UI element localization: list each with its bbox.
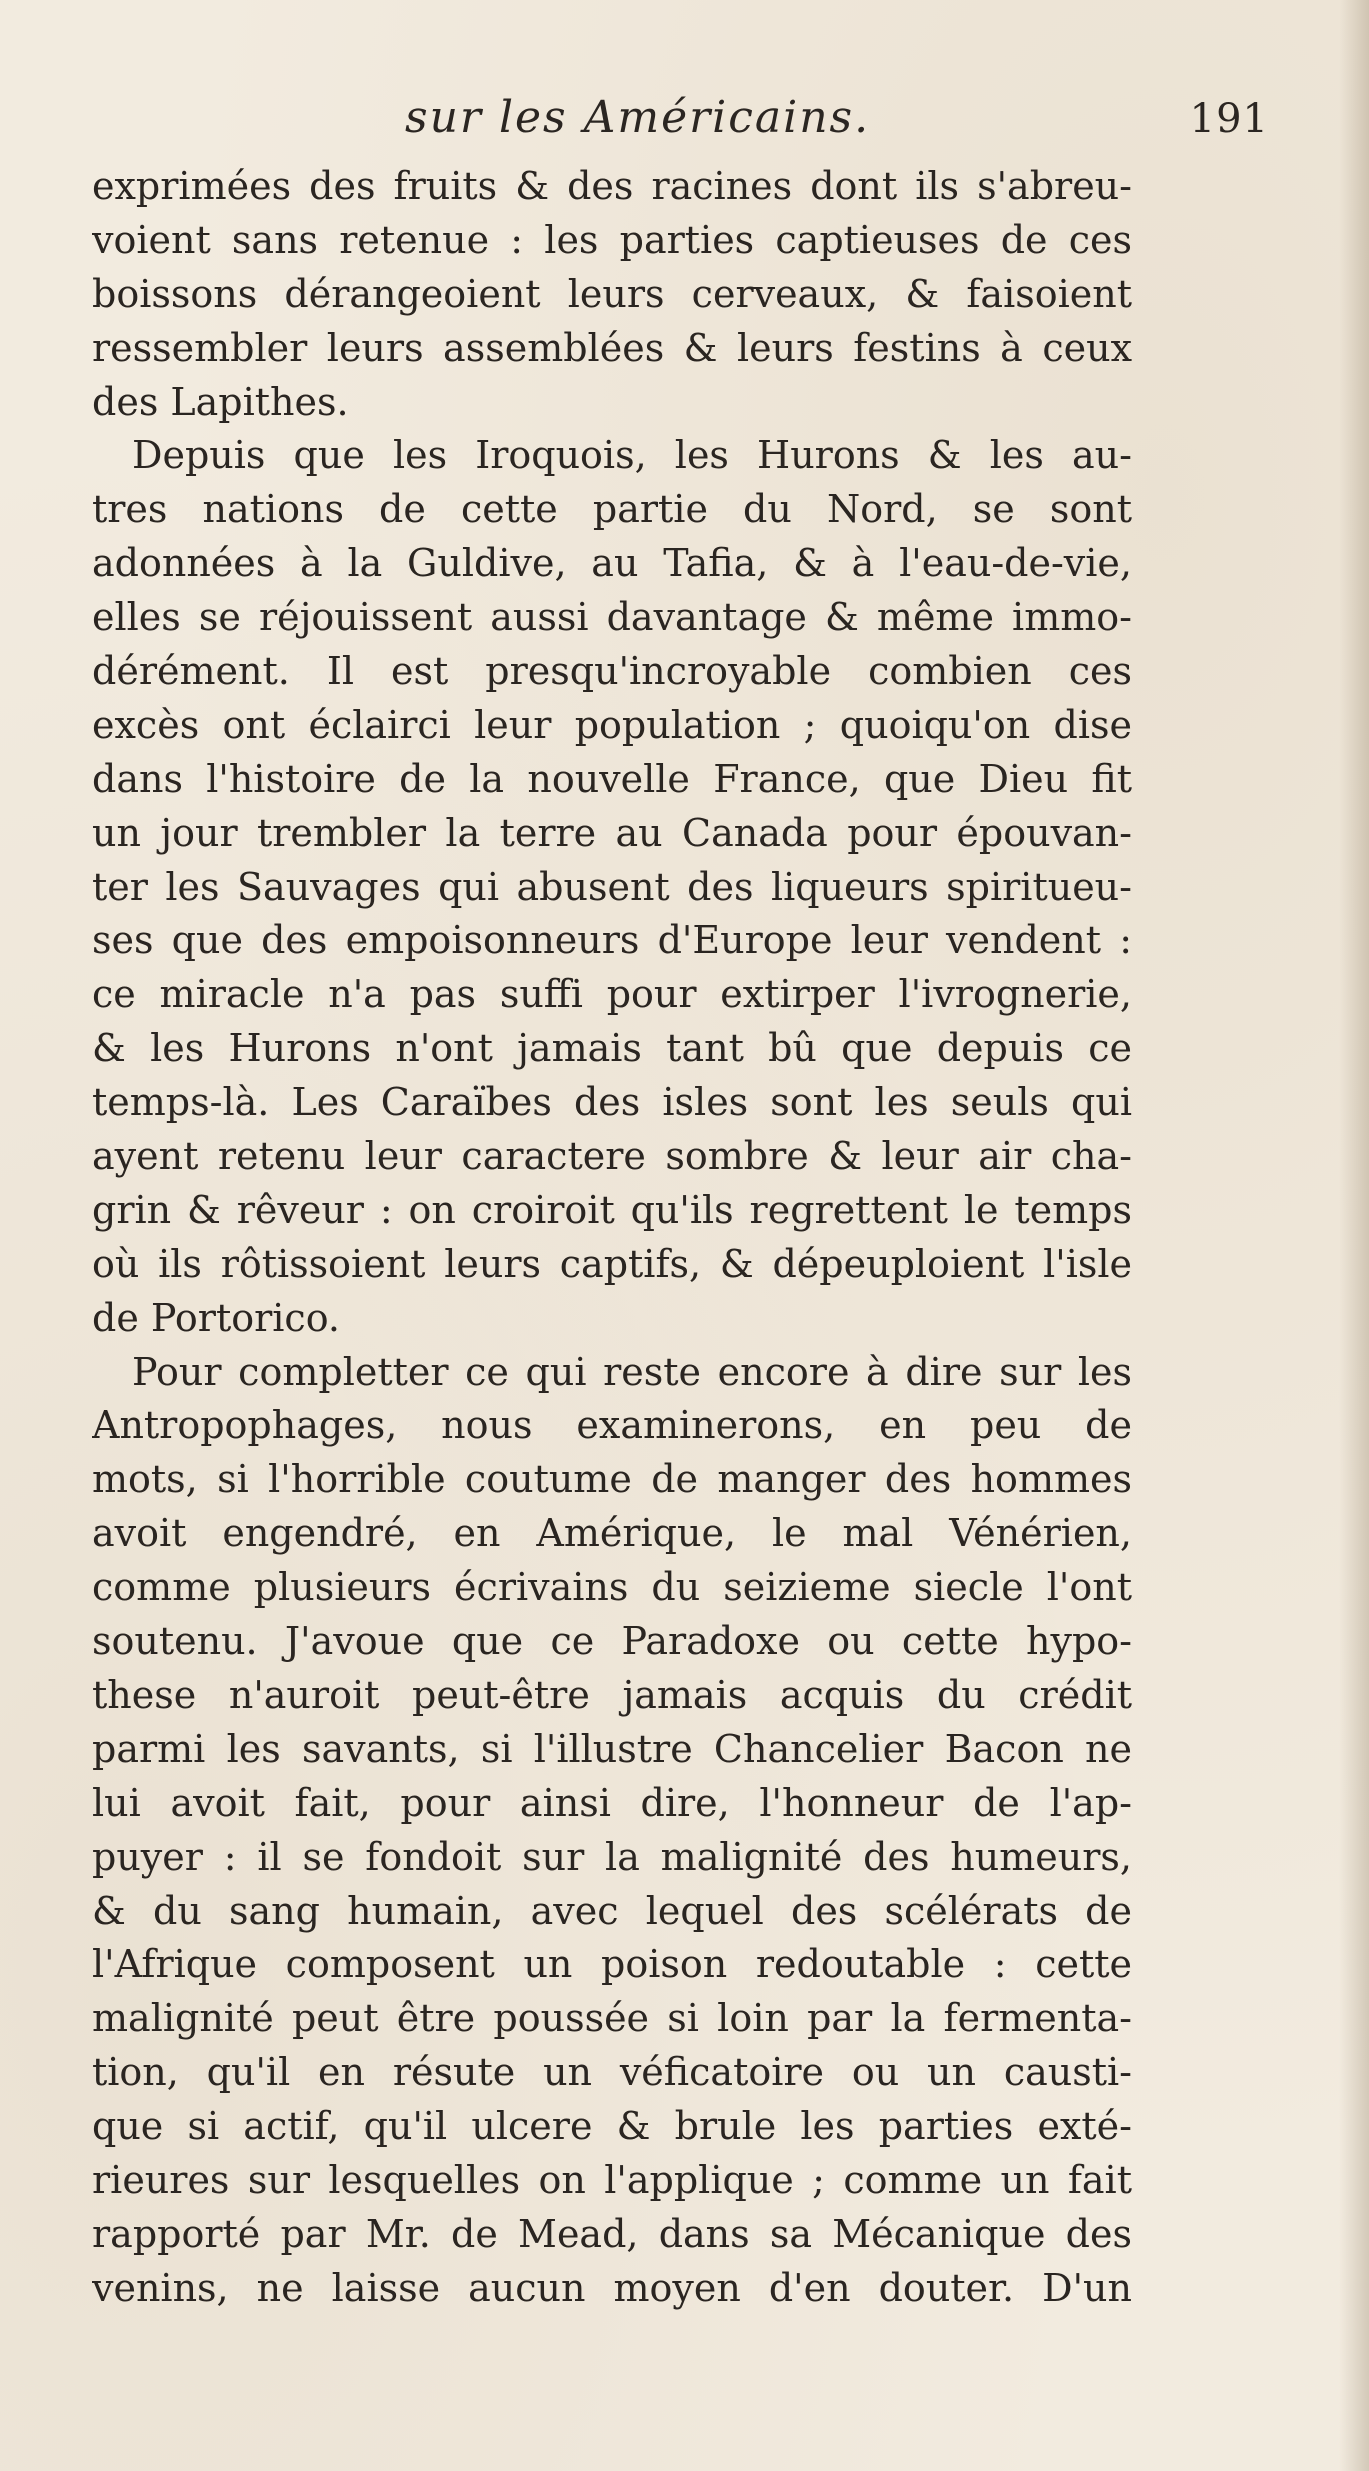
text-line: rieures sur lesquelles on l'applique ; comme un fait	[92, 2157, 1132, 2202]
text-line: comme plusieurs écrivains du seizieme siecle l'ont	[92, 1565, 1132, 1610]
text-line: parmi les savants, si l'illustre Chancelier Bacon ne	[92, 1726, 1132, 1771]
text-line: soutenu. J'avoue que ce Paradoxe ou cette hypo-	[92, 1619, 1132, 1664]
text-line: un jour trembler la terre au Canada pour épouvan-	[92, 810, 1132, 855]
text-line: temps-là. Les Caraïbes des isles sont les seuls qui	[92, 1080, 1132, 1125]
text-line: tres nations de cette partie du Nord, se sont	[92, 487, 1132, 532]
text-line: adonnées à la Guldive, au Tafia, & à l'eau-de-vie,	[92, 541, 1132, 586]
text-line: des Lapithes.	[92, 379, 349, 424]
page-edge-shadow	[1339, 0, 1369, 2471]
text-line: avoit engendré, en Amérique, le mal Vénérien,	[92, 1511, 1132, 1556]
text-line: puyer : il se fondoit sur la malignité des humeurs,	[92, 1834, 1132, 1879]
text-line: & les Hurons n'ont jamais tant bû que depuis ce	[92, 1026, 1132, 1071]
text-line: Antropophages, nous examinerons, en peu de	[92, 1403, 1132, 1448]
text-line: ce miracle n'a pas suffi pour extirper l'ivrognerie,	[92, 972, 1132, 1017]
text-line: grin & rêveur : on croiroit qu'ils regrettent le temps	[92, 1187, 1132, 1232]
text-line: voient sans retenue : les parties captieuses de ces	[92, 217, 1132, 262]
page-number: 191	[1189, 96, 1269, 142]
text-line: mots, si l'horrible coutume de manger des hommes	[92, 1457, 1132, 1502]
text-line: ayent retenu leur caractere sombre & leur air cha-	[92, 1134, 1132, 1179]
text-line: excès ont éclairci leur population ; quoiqu'on dise	[92, 702, 1132, 747]
text-line: de Portorico.	[92, 1295, 341, 1340]
text-line: Depuis que les Iroquois, les Hurons & les au-	[132, 433, 1132, 478]
text-line: que si actif, qu'il ulcere & brule les parties exté-	[92, 2104, 1132, 2149]
text-line: Pour completter ce qui reste encore à dire sur les	[132, 1349, 1132, 1394]
text-line: rapporté par Mr. de Mead, dans sa Mécanique des	[92, 2211, 1132, 2256]
text-line: tion, qu'il en résute un véficatoire ou un causti-	[92, 2050, 1132, 2095]
text-line: & du sang humain, avec lequel des scélérats de	[92, 1888, 1132, 1933]
body-text	[92, 160, 1132, 2316]
running-title: sur les Américains.	[405, 92, 871, 143]
text-line: où ils rôtissoient leurs captifs, & dépeuploient l'isle	[92, 1241, 1132, 1286]
text-line: boissons dérangeoient leurs cerveaux, & faisoient	[92, 271, 1132, 316]
text-line: l'Afrique composent un poison redoutable : cette	[92, 1942, 1132, 1987]
text-line: ter les Sauvages qui abusent des liqueurs spiritueu-	[92, 864, 1132, 909]
text-line: malignité peut être poussée si loin par la fermenta-	[92, 1996, 1132, 2041]
text-line: lui avoit fait, pour ainsi dire, l'honneur de l'ap-	[92, 1780, 1132, 1825]
text-line: dérément. Il est presqu'incroyable combien ces	[92, 649, 1132, 694]
text-line: venins, ne laisse aucun moyen d'en douter. D'un	[92, 2265, 1132, 2310]
text-line: ses que des empoisonneurs d'Europe leur vendent :	[92, 918, 1132, 963]
page-header	[95, 92, 1299, 162]
text-line: these n'auroit peut-être jamais acquis du crédit	[92, 1672, 1132, 1717]
text-line: exprimées des fruits & des racines dont ils s'abreu-	[92, 164, 1132, 208]
text-line: ressembler leurs assemblées & leurs festins à ceux	[92, 325, 1132, 370]
text-line: dans l'histoire de la nouvelle France, que Dieu fit	[92, 756, 1132, 801]
text-line: elles se réjouissent aussi davantage & même immo-	[92, 595, 1132, 640]
